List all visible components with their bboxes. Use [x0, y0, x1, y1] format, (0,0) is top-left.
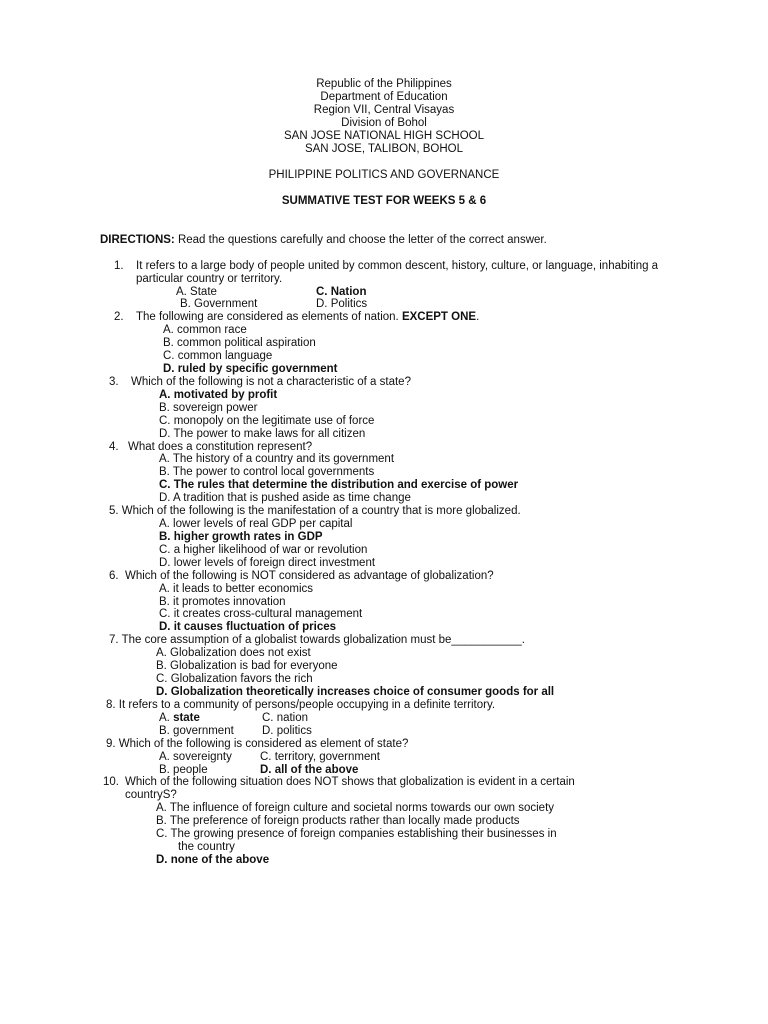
- q3-number: 3.: [109, 376, 119, 388]
- q5-option-a: A. lower levels of real GDP per capital: [159, 518, 353, 530]
- q1-number: 1.: [114, 260, 124, 272]
- q9-option-b: B. people: [159, 764, 208, 776]
- header-line-address: SAN JOSE, TALIBON, BOHOL: [304, 143, 464, 155]
- q9-option-c: C. territory, government: [260, 751, 380, 763]
- q1-option-c: C. Nation: [316, 286, 367, 298]
- q4-number: 4.: [109, 441, 119, 453]
- q2-option-b: B. common political aspiration: [163, 337, 316, 349]
- q1-text-line2: particular country or territory.: [136, 273, 283, 285]
- q2-number: 2.: [114, 311, 124, 323]
- q1-option-b: B. Government: [180, 298, 258, 310]
- q8-option-c: C. nation: [262, 712, 309, 724]
- q10-option-c-line2: the country: [178, 841, 235, 853]
- header-line-school: SAN JOSE NATIONAL HIGH SCHOOL: [283, 130, 484, 142]
- q10-option-c-line1: C. The growing presence of foreign companies establishing their businesses in: [156, 828, 557, 840]
- q10-option-b: B. The preference of foreign products rather than locally made products: [156, 815, 520, 827]
- q3-text: Which of the following is not a characteristic of a state?: [131, 376, 411, 388]
- directions: [100, 234, 547, 247]
- q4-option-b: B. The power to control local governments: [159, 466, 375, 478]
- header-line-region: Region VII, Central Visayas: [313, 104, 455, 116]
- q6-option-c: C. it creates cross-cultural management: [159, 608, 363, 620]
- q10-option-a: A. The influence of foreign culture and societal norms towards our own society: [156, 802, 555, 814]
- q1-option-d: D. Politics: [316, 298, 368, 310]
- q7-option-c: C. Globalization favors the rich: [156, 673, 313, 685]
- q7-option-a: A. Globalization does not exist: [156, 647, 311, 659]
- q6-text: Which of the following is NOT considered as advantage of globalization?: [125, 570, 494, 582]
- q3-option-a: A. motivated by profit: [159, 389, 278, 401]
- q6-number: 6.: [109, 570, 119, 582]
- subject-title: PHILIPPINE POLITICS AND GOVERNANCE: [268, 169, 500, 181]
- q6-option-b: B. it promotes innovation: [159, 596, 286, 608]
- directions-text: Read the questions carefully and choose the letter of the correct answer.: [174, 234, 547, 246]
- q7-option-d: D. Globalization theoretically increases choice of consumer goods for all: [156, 686, 555, 698]
- q1-option-a: A. State: [176, 286, 217, 298]
- q2-option-d: D. ruled by specific government: [163, 363, 338, 375]
- q4-option-a: A. The history of a country and its government: [159, 453, 395, 465]
- q6-option-d: D. it causes fluctuation of prices: [159, 621, 337, 633]
- q7-text: 7. The core assumption of a globalist towards globalization must be___________.: [109, 634, 525, 646]
- header-line-department: Department of Education: [320, 91, 448, 103]
- q10-text-line1: Which of the following situation does NOT shows that globalization is evident in a certain: [125, 776, 575, 788]
- q9-option-a: A. sovereignty: [159, 751, 232, 763]
- q1-text-line1: It refers to a large body of people united by common descent, history, culture, or language, inhabiting a: [136, 260, 659, 272]
- q9-option-d: D. all of the above: [260, 764, 359, 776]
- header-line-division: Division of Bohol: [341, 117, 427, 129]
- header-line-republic: Republic of the Philippines: [316, 78, 452, 90]
- q4-option-c: C. The rules that determine the distribution and exercise of power: [159, 479, 519, 491]
- q5-option-d: D. lower levels of foreign direct investment: [159, 557, 376, 569]
- q2-option-c: C. common language: [163, 350, 273, 362]
- q10-text-line2: countryS?: [125, 789, 177, 801]
- q8-text: 8. It refers to a community of persons/people occupying in a definite territory.: [106, 699, 496, 711]
- q2-emphasis: EXCEPT ONE: [401, 311, 477, 323]
- q4-text: What does a constitution represent?: [128, 441, 313, 453]
- q9-text: 9. Which of the following is considered as element of state?: [106, 738, 409, 750]
- test-title: SUMMATIVE TEST FOR WEEKS 5 & 6: [281, 195, 487, 207]
- q6-option-a: A. it leads to better economics: [159, 583, 314, 595]
- q7-option-b: B. Globalization is bad for everyone: [156, 660, 338, 672]
- q8-option-a: A. state: [159, 712, 200, 724]
- q8-option-b: B. government: [159, 725, 234, 737]
- q5-option-c: C. a higher likelihood of war or revolution: [159, 544, 368, 556]
- q3-option-b: B. sovereign power: [159, 402, 258, 414]
- q10-option-d: D. none of the above: [156, 854, 270, 866]
- q2-text: The following are considered as elements of nation. EXCEPT ONE.: [136, 311, 480, 323]
- q4-option-d: D. A tradition that is pushed aside as time change: [159, 492, 411, 504]
- directions-label: DIRECTIONS:: [100, 234, 175, 246]
- q2-option-a: A. common race: [163, 324, 247, 336]
- q5-text: 5. Which of the following is the manifestation of a country that is more globalized.: [109, 505, 521, 517]
- q3-option-d: D. The power to make laws for all citizen: [159, 428, 366, 440]
- q10-number: 10.: [103, 776, 119, 788]
- q8-option-d: D. politics: [262, 725, 312, 737]
- q3-option-c: C. monopoly on the legitimate use of force: [159, 415, 375, 427]
- q5-option-b: B. higher growth rates in GDP: [159, 531, 323, 543]
